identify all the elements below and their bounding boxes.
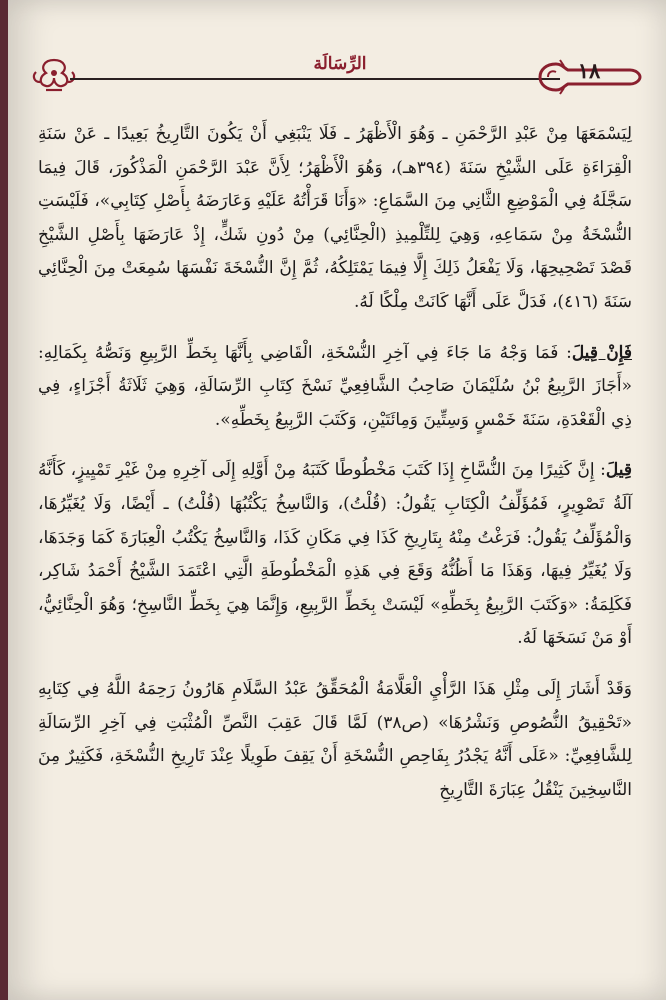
main-text xyxy=(38,118,632,807)
floral-ornament-icon xyxy=(30,56,78,94)
paragraph-lead: قِيلَ xyxy=(605,460,632,481)
paragraph xyxy=(38,673,632,807)
paragraph-lead: فَإِنْ قِيلَ xyxy=(571,342,632,363)
paragraph xyxy=(38,337,632,438)
paragraph xyxy=(38,118,632,320)
paragraph-text: لِيَسْمَعَهَا مِنْ عَبْدِ الرَّحْمَنِ ـ وَهُوَ الْأَظْهَرُ ـ فَلَا يَنْبَغِي أَنْ يَكُونَ التَّارِيخُ بَعِيدًا ـ عَنْ سَنَةِ الْقِرَاءَةِ عَلَى الشَّيْخِ سَنَةَ (٣٩٤هـ)، وَهُوَ الْأَظْهَرُ؛ لِأَنَّ عَبْدَ الرَّحْمَنِ الْمَذْكُورَ، قَالَ فِيمَا سَجَّلَهُ فِي الْمَوْضِعِ الثَّانِي مِنَ السَّمَاعِ: «وَأَنَا قَرَأْتُهُ عَلَيْهِ وَعَارَضَهُ بِأَصْلِ كِتَابِي»، فَلَيْسَتِ النُّسْخَةُ مِنْ سَمَاعِهِ، وَهِيَ لِلتِّلْمِيذِ (الْحِنَّائِي) مِنْ دُونِ شَكٍّ، إِذْ عَارَضَهَا بِأَصْلِ الشَّيْخِ قَصْدَ تَصْحِيحِهَا، وَلَا يَفْعَلُ ذَلِكَ إِلَّا فِيمَا يَمْتَلِكُهُ، ثُمَّ إِنَّ النُّسْخَةَ نَفْسَهَا سُمِعَتْ مِنَ الْحِنَّائِي سَنَةَ (٤١٦)، فَدَلَّ عَلَى أَنَّهَا كَانَتْ مِلْكًا لَهُ. xyxy=(38,124,633,312)
paragraph-text: : فَمَا وَجْهُ مَا جَاءَ فِي آخِرِ النُّسْخَةِ، الْقَاضِي بِأَنَّهَا بِخَطِّ الرَّبِيعِ وَنَصُّهُ بِكَمَالِهِ: «أَجَازَ الرَّبِيعُ بْنُ سُلَيْمَانَ صَاحِبُ الشَّافِعِيِّ نَسْخَ كِتَابِ الرِّسَالَةِ، وَهِيَ ثَلَاثَةُ أَجْزَاءٍ، فِي ذِي الْقَعْدَةِ، سَنَةَ خَمْسٍ وَسِتِّينَ وَمِائَتَيْنِ، وَكَتَبَ الرَّبِيعُ بِخَطِّهِ». xyxy=(38,342,632,430)
paragraph-text: وَقَدْ أَشَارَ إِلَى مِثْلِ هَذَا الرَّأْيِ الْعَلَّامَةُ الْمُحَقِّقُ عَبْدُ السَّلَامِ هَارُونُ رَحِمَهُ اللَّهُ فِي كِتَابِهِ «تَحْقِيقُ النُّصُوصِ وَنَشْرُهَا» (ص٣٨) لَمَّا قَالَ عَقِبَ النَّصِّ الْمُثْبَتِ فِي آخِرِ الرِّسَالَةِ لِلشَّافِعِيِّ: «عَلَى أَنَّهُ يَجْدُرُ بِفَاحِصِ النُّسْخَةِ أَنْ يَقِفَ طَوِيلًا عِنْدَ تَارِيخِ النُّسْخَةِ، فَكَثِيرٌ مِنَ النَّاسِخِينَ يَنْقُلُ عِبَارَةَ التَّارِيخِ xyxy=(38,678,632,800)
header-rule xyxy=(70,78,560,80)
paragraph-text: : إِنَّ كَثِيرًا مِنَ النُّسَّاخِ إِذَا كَتَبَ مَخْطُوطًا كَتَبَهُ مِنْ أَوَّلِهِ إِلَى آخِرِهِ مِنْ غَيْرِ تَمْيِيزٍ، كَأَنَّهُ آلَةُ تَصْوِيرٍ، فَمُؤَلِّفُ الْكِتَابِ يَقُولُ: (قُلْتُ)، وَالنَّاسِخُ يَكْتُبُهَا (قُلْتُ) ـ أَيْضًا، وَلَا يُغَيِّرُهَا، وَالْمُؤَلِّفُ يَقُولُ: فَرَغْتُ مِنْهُ بِتَارِيخِ كَذَا فِي مَكَانِ كَذَا، وَالنَّاسِخُ يَكْتُبُ الْعِبَارَةَ كَمَا وَجَدَهَا، وَلَا يُغَيِّرُ فِيهَا، وَهَذَا مَا أَظُنُّهُ وَقَعَ فِي هَذِهِ الْمَخْطُوطَةِ الَّتِي اعْتَمَدَ الشَّيْخُ أَحْمَدُ شَاكِر، فَكَلِمَةُ: «وَكَتَبَ الرَّبِيعُ بِخَطِّهِ» لَيْسَتْ بِخَطِّ الرَّبِيعِ، وَإِنَّمَا هِيَ بِخَطِّ النَّاسِخِ؛ وَهُوَ الْحِنَّائِيُّ، أَوْ مَنْ نَسَخَهَا لَهُ. xyxy=(38,460,632,649)
paragraph xyxy=(38,454,632,656)
page-header xyxy=(30,48,642,100)
book-page xyxy=(8,0,666,1000)
running-title: الرِّسَالَة xyxy=(313,54,367,74)
page-number: ١٨ xyxy=(577,58,601,83)
